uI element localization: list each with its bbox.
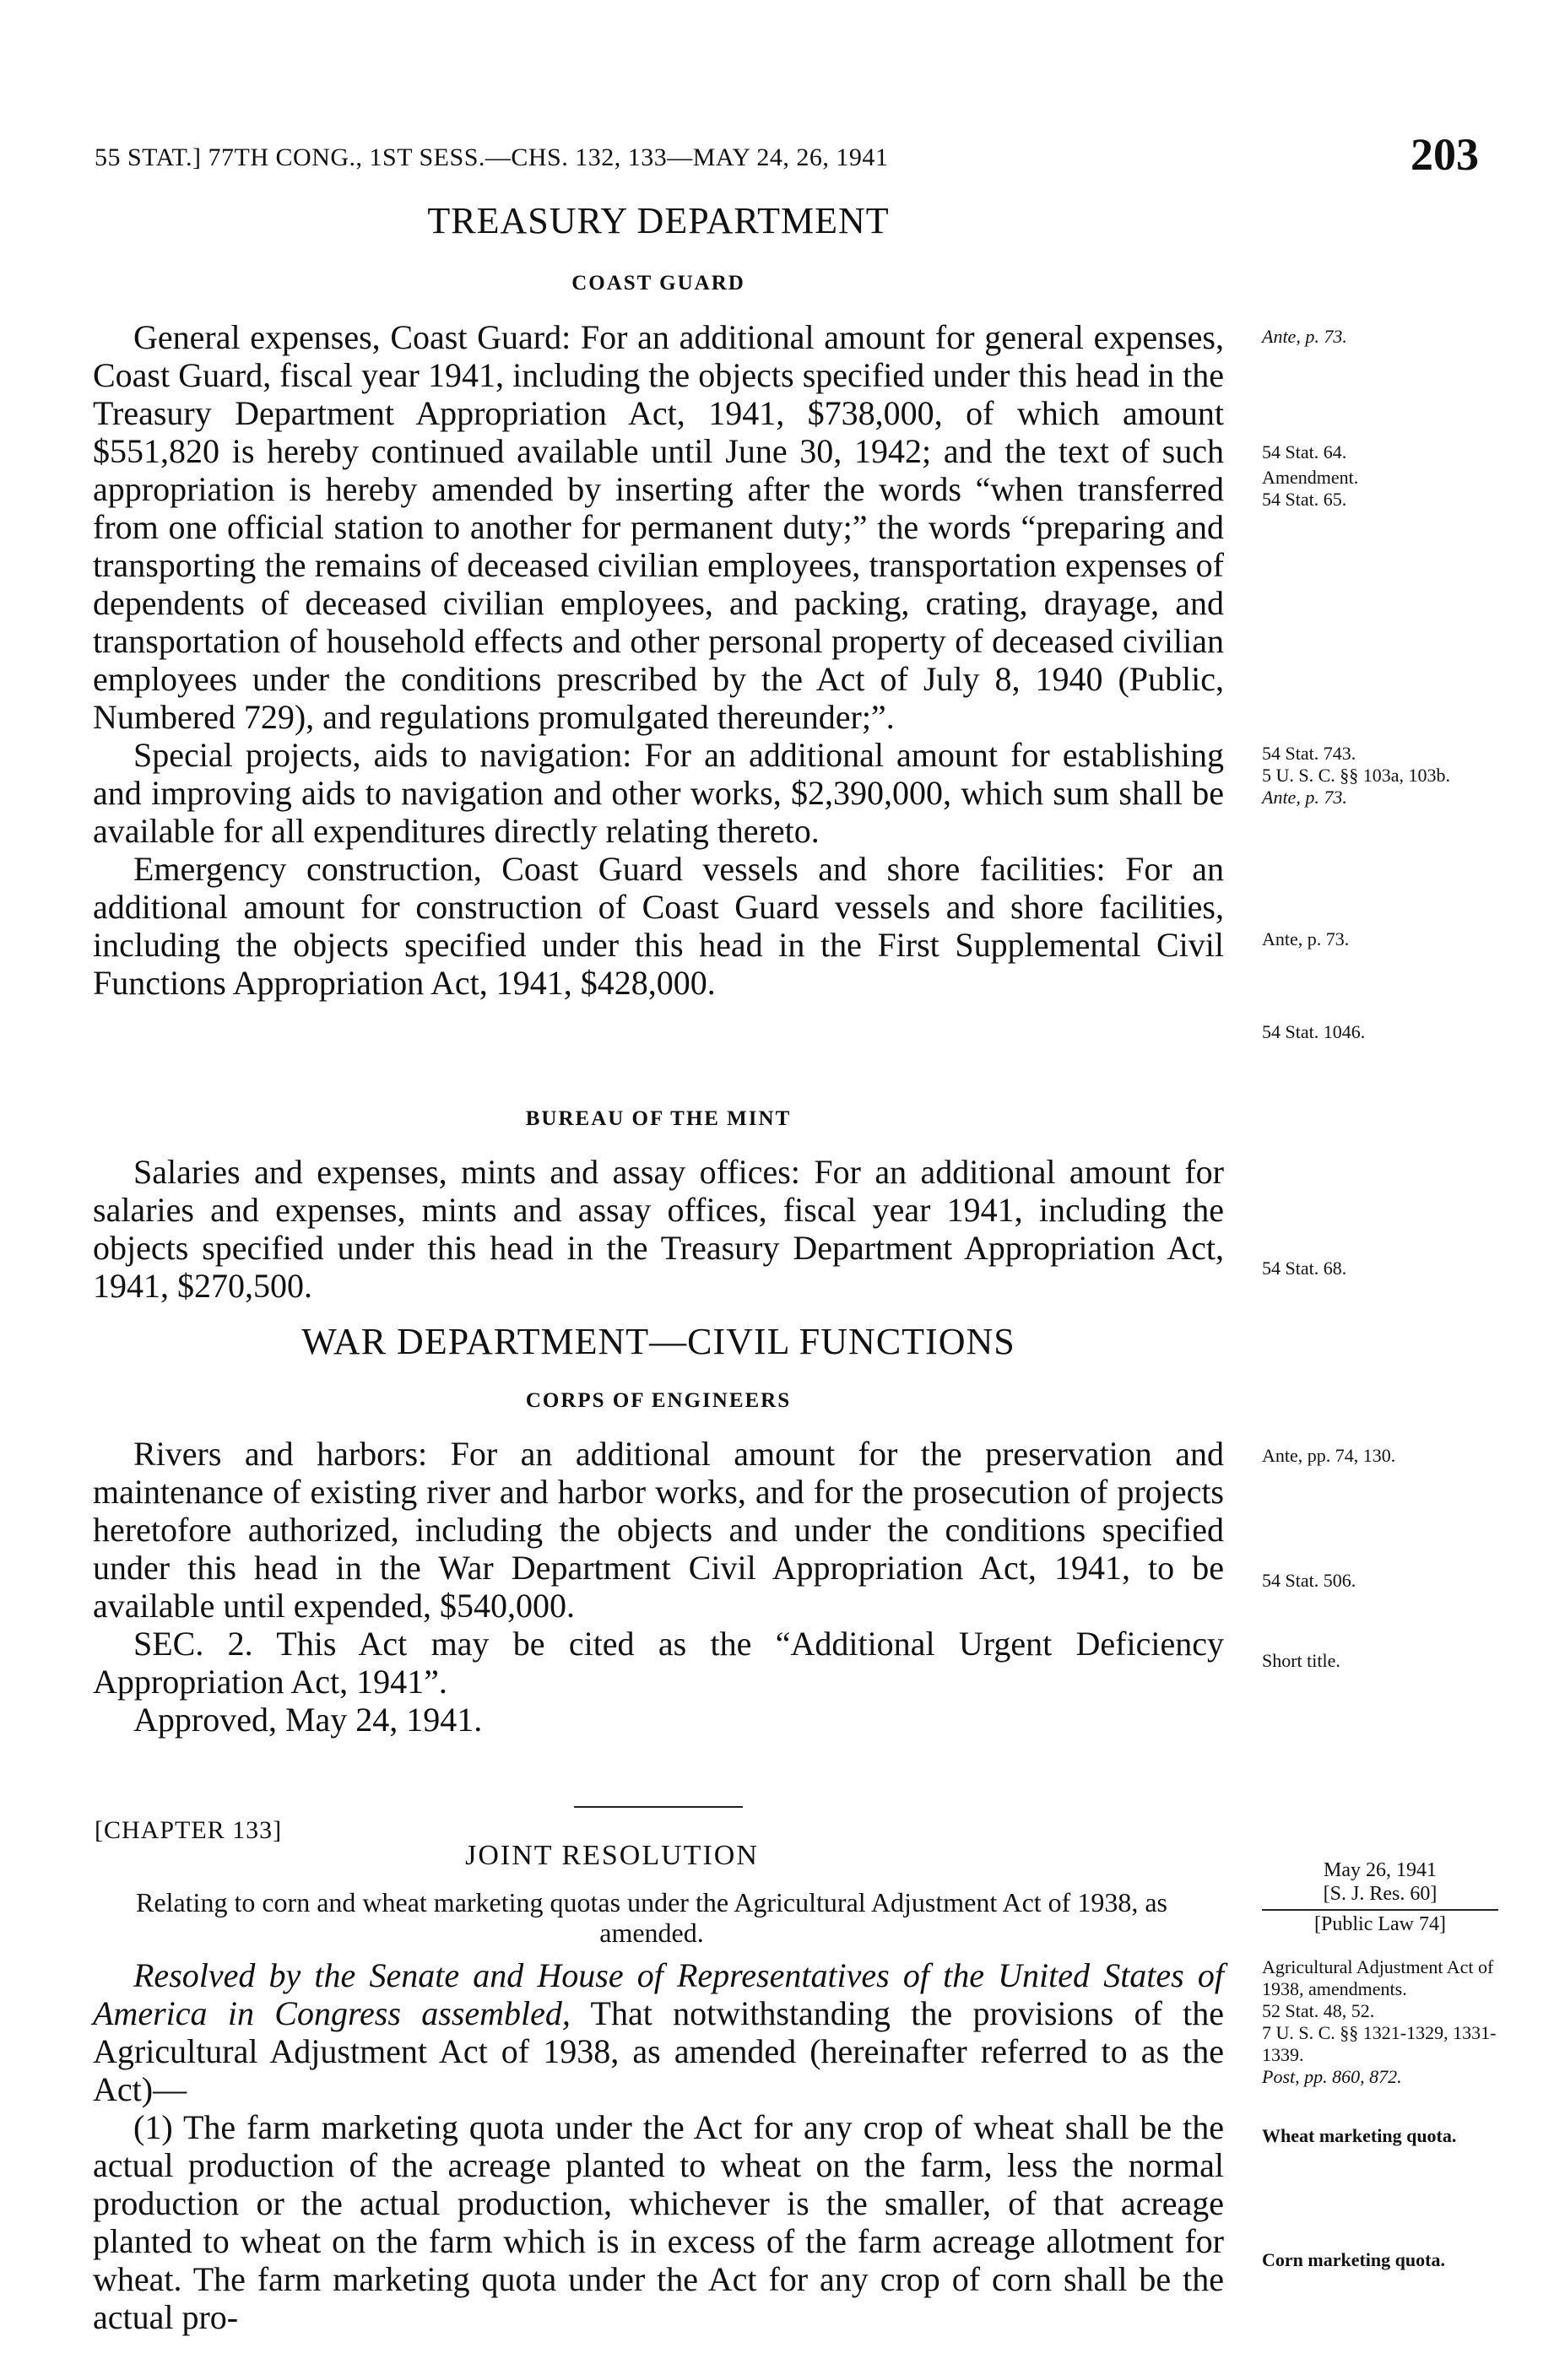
margin-note-54-stat-65: 54 Stat. 65. <box>1262 489 1347 510</box>
margin-note-aaa-1938 <box>1262 1956 1515 2088</box>
war-heading: WAR DEPARTMENT—CIVIL FUNCTIONS <box>301 1321 1015 1362</box>
margin-note-act-july-8 <box>1262 743 1515 809</box>
resolution-item-1: (1) The farm marketing quota under the Act for any crop of wheat shall be the actual production of the acreage planted to wheat on the farm, less the normal production or the actual production, whichever is the smaller, of that acreage planted to wheat on the farm which is in excess of the farm acreage allotment for wheat. The farm marketing quota under the Act for any crop of corn shall be the actual pro- <box>93 2108 1224 2336</box>
resolution-date: May 26, 1941 <box>1324 1859 1437 1881</box>
special-projects-paragraph: Special projects, aids to navigation: For an additional amount for establishing and improving aids to navigation and other works, $2,390,000, which sum shall be available for all expenditures directly relating thereto. <box>93 736 1224 850</box>
general-expenses-paragraph: General expenses, Coast Guard: For an additional amount for general expenses, Coast Guard, fiscal year 1941, including the objects specified under this head in the Treasury Department Appropriation Act, 1941, $738,000, of which amount $551,820 is hereby continued available until June 30, 1942; and the text of such appropriation is hereby amended by inserting after the words “when transferred from one official station to another for permanent duty;” the words “preparing and transporting the remains of deceased civilian employees, transportation expenses of dependents of deceased civilian employees, and packing, crating, drayage, and transportation of household effects and other personal property of deceased civilian employees under the conditions prescribed by the Act of July 8, 1940 (Public, Numbered 729), and regulations promulgated thereunder;”. <box>93 318 1224 736</box>
margin-note-wheat-quota: Wheat marketing quota. <box>1262 2125 1457 2146</box>
margin-note-aaa-amendments: Agricultural Adjustment Act of 1938, amendments. <box>1262 1956 1494 1999</box>
margin-note-amendment <box>1262 467 1515 511</box>
resolving-clause-italic: Resolved by the Senate and House of Representatives of the United States of America in Congress assembled, <box>93 1956 1224 2032</box>
margin-note-54-stat-68: 54 Stat. 68. <box>1262 1258 1347 1279</box>
margin-note-5-usc: 5 U. S. C. §§ 103a, 103b. <box>1262 765 1451 786</box>
margin-note-ante-p73 <box>1262 326 1515 348</box>
section-2-paragraph: SEC. 2. This Act may be cited as the “Additional Urgent Deficiency Appropriation Act, 1941”. <box>93 1625 1224 1701</box>
margin-note-text: Ante, p. 73. <box>1262 326 1347 347</box>
margin-note-short-title: Short title. <box>1262 1650 1340 1671</box>
engineers-heading-wrap <box>93 1389 1224 1413</box>
treasury-heading: TREASURY DEPARTMENT <box>427 200 890 241</box>
coast-guard-heading: COAST GUARD <box>571 272 745 295</box>
rivers-harbors-paragraph: Rivers and harbors: For an additional amount for the preservation and maintenance of existing river and harbor works, and for the prosecution of projects heretofore authorized, including the objects and under the conditions specified under this head in the War Department Civil Appropriation Act, 1941, to be available until expended, $540,000. <box>93 1435 1224 1625</box>
resolution-body <box>93 1956 1224 2336</box>
margin-note-ante-p73-b: Ante, p. 73. <box>1262 787 1347 808</box>
page-number: 203 <box>1411 129 1479 180</box>
running-head <box>95 128 1479 179</box>
engineers-heading: CORPS OF ENGINEERS <box>525 1389 792 1412</box>
mint-body <box>93 1153 1224 1305</box>
margin-note-54-stat-506: 54 Stat. 506. <box>1262 1570 1356 1591</box>
sj-res-number: [S. J. Res. 60] <box>1323 1883 1438 1905</box>
mint-heading: BUREAU OF THE MINT <box>525 1107 792 1130</box>
margin-note-7-usc: 7 U. S. C. §§ 1321-1329, 1331-1339. <box>1262 2022 1497 2065</box>
resolution-date-block <box>1262 1858 1498 1936</box>
margin-note-52-stat: 52 Stat. 48, 52. <box>1262 2000 1375 2021</box>
mint-salaries-paragraph: Salaries and expenses, mints and assay offices: For an additional amount for salaries and expenses, mints and assay offices, fiscal year 1941, including the objects specified under this head in the Treasury Department Appropriation Act, 1941, $270,500. <box>93 1153 1224 1305</box>
treasury-body <box>93 318 1224 1002</box>
mint-heading-wrap <box>93 1107 1224 1131</box>
approved-line: Approved, May 24, 1941. <box>133 1701 483 1739</box>
public-law-number: [Public Law 74] <box>1262 1909 1498 1936</box>
joint-resolution-heading: JOINT RESOLUTION <box>465 1840 759 1871</box>
treasury-section <box>93 199 1224 242</box>
coast-guard-heading-wrap <box>93 272 1224 295</box>
resolving-clause-rest: That notwithstanding the provisions of the Agricultural Adjustment Act of 1938, as amended (hereinafter referred to as the Act)— <box>93 1994 1224 2108</box>
resolving-clause <box>93 1956 1224 2108</box>
emergency-construction-paragraph: Emergency construction, Coast Guard vessels and shore facilities: For an additional amount for construction of Coast Guard vessels and shore facilities, including the objects specified under this head in the First Supplemental Civil Functions Appropriation Act, 1941, $428,000. <box>93 850 1224 1002</box>
chapter-label: [CHAPTER 133] <box>95 1816 283 1844</box>
margin-note-corn-quota: Corn marketing quota. <box>1262 2249 1445 2270</box>
margin-note-post-pp: Post, pp. 860, 872. <box>1262 2066 1402 2087</box>
margin-note-54-stat-743: 54 Stat. 743. <box>1262 743 1356 764</box>
resolution-subject: Relating to corn and wheat marketing quotas under the Agricultural Adjustment Act of 1938, as amended. <box>136 1887 1167 1948</box>
margin-note-54-stat-1046: 54 Stat. 1046. <box>1262 1021 1366 1042</box>
margin-note-54-stat-64: 54 Stat. 64. <box>1262 441 1347 462</box>
war-heading-wrap <box>93 1320 1224 1363</box>
margin-note-ante-pp74-130: Ante, pp. 74, 130. <box>1262 1445 1396 1466</box>
war-body <box>93 1435 1224 1739</box>
margin-note-ante-p73-c: Ante, p. 73. <box>1262 928 1350 949</box>
running-head-citation: 55 STAT.] 77TH CONG., 1ST SESS.—CHS. 132, 133—MAY 24, 26, 1941 <box>95 143 889 171</box>
section-divider <box>574 1806 743 1808</box>
margin-note-amendment-label: Amendment. <box>1262 467 1359 488</box>
